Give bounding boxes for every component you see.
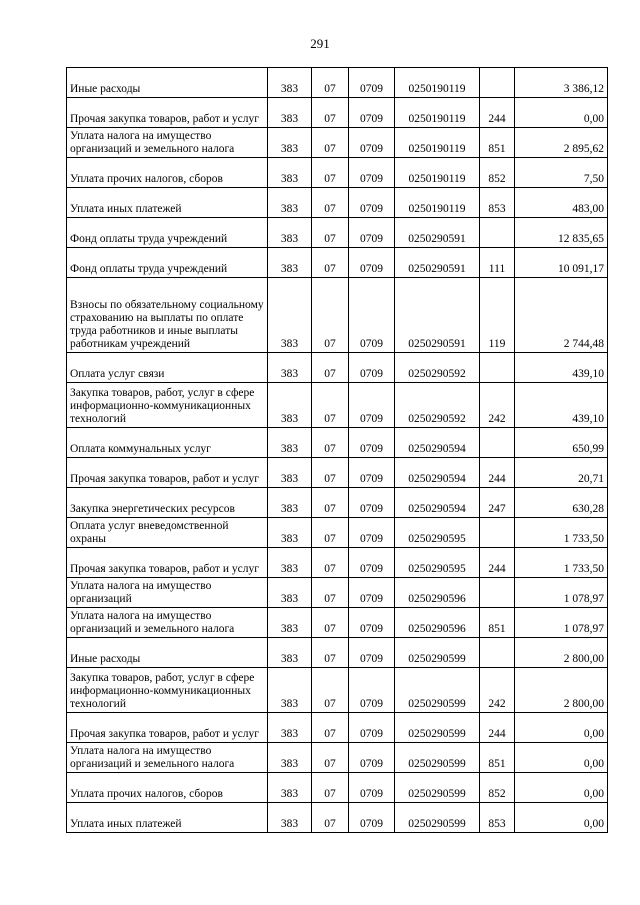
- expense-type-code: [480, 353, 515, 383]
- subsection-code: 0709: [349, 773, 395, 803]
- section-code: 07: [312, 773, 349, 803]
- target-article-code: 0250290599: [395, 803, 480, 833]
- item-name: Уплата налога на имущество организаций и земельного налога: [67, 743, 268, 773]
- table-row: [67, 518, 608, 548]
- item-name: Уплата прочих налогов, сборов: [67, 773, 268, 803]
- page-number: 291: [310, 36, 330, 51]
- item-name: Прочая закупка товаров, работ и услуг: [67, 713, 268, 743]
- expense-type-code: 242: [480, 668, 515, 713]
- table-row: [67, 128, 608, 158]
- target-article-code: 0250290594: [395, 458, 480, 488]
- expense-type-code: 853: [480, 188, 515, 218]
- table-row: [67, 458, 608, 488]
- section-code: 07: [312, 458, 349, 488]
- amount-value: 0,00: [515, 98, 608, 128]
- subsection-code: 0709: [349, 713, 395, 743]
- table-row: [67, 638, 608, 668]
- target-article-code: 0250290594: [395, 428, 480, 458]
- amount-value: 1 078,97: [515, 578, 608, 608]
- amount-value: 0,00: [515, 773, 608, 803]
- item-name: Оплата коммунальных услуг: [67, 428, 268, 458]
- subsection-code: 0709: [349, 218, 395, 248]
- section-code: 07: [312, 638, 349, 668]
- expense-type-code: [480, 518, 515, 548]
- item-name: Прочая закупка товаров, работ и услуг: [67, 548, 268, 578]
- table-row: [67, 98, 608, 128]
- grbs-code: 383: [268, 248, 312, 278]
- target-article-code: 0250290599: [395, 743, 480, 773]
- item-name: Уплата иных платежей: [67, 188, 268, 218]
- section-code: 07: [312, 128, 349, 158]
- grbs-code: 383: [268, 608, 312, 638]
- amount-value: 439,10: [515, 383, 608, 428]
- grbs-code: 383: [268, 773, 312, 803]
- expense-type-code: 244: [480, 458, 515, 488]
- section-code: 07: [312, 383, 349, 428]
- amount-value: 7,50: [515, 158, 608, 188]
- table-row: [67, 158, 608, 188]
- target-article-code: 0250290599: [395, 638, 480, 668]
- subsection-code: 0709: [349, 428, 395, 458]
- subsection-code: 0709: [349, 383, 395, 428]
- expense-type-code: 851: [480, 608, 515, 638]
- amount-value: 439,10: [515, 353, 608, 383]
- amount-value: 0,00: [515, 803, 608, 833]
- table-row: [67, 278, 608, 353]
- item-name: Прочая закупка товаров, работ и услуг: [67, 98, 268, 128]
- expense-type-code: 852: [480, 773, 515, 803]
- grbs-code: 383: [268, 158, 312, 188]
- target-article-code: 0250290591: [395, 248, 480, 278]
- amount-value: 2 744,48: [515, 278, 608, 353]
- amount-value: 1 078,97: [515, 608, 608, 638]
- target-article-code: 0250290596: [395, 578, 480, 608]
- subsection-code: 0709: [349, 578, 395, 608]
- expense-type-code: 851: [480, 128, 515, 158]
- section-code: 07: [312, 353, 349, 383]
- subsection-code: 0709: [349, 608, 395, 638]
- section-code: 07: [312, 188, 349, 218]
- section-code: 07: [312, 428, 349, 458]
- item-name: Закупка товаров, работ, услуг в сфере информационно-коммуникационных технологий: [67, 668, 268, 713]
- subsection-code: 0709: [349, 488, 395, 518]
- expense-type-code: [480, 578, 515, 608]
- section-code: 07: [312, 68, 349, 98]
- grbs-code: 383: [268, 278, 312, 353]
- grbs-code: 383: [268, 488, 312, 518]
- section-code: 07: [312, 98, 349, 128]
- subsection-code: 0709: [349, 743, 395, 773]
- grbs-code: 383: [268, 383, 312, 428]
- section-code: 07: [312, 668, 349, 713]
- subsection-code: 0709: [349, 278, 395, 353]
- subsection-code: 0709: [349, 98, 395, 128]
- budget-table: [66, 67, 608, 833]
- target-article-code: 0250290591: [395, 278, 480, 353]
- grbs-code: 383: [268, 218, 312, 248]
- expense-type-code: 247: [480, 488, 515, 518]
- section-code: 07: [312, 518, 349, 548]
- item-name: Взносы по обязательному социальному страхованию на выплаты по оплате труда работников и иные выплаты работникам учреждений: [67, 278, 268, 353]
- subsection-code: 0709: [349, 458, 395, 488]
- table-row: [67, 353, 608, 383]
- subsection-code: 0709: [349, 803, 395, 833]
- table-row: [67, 773, 608, 803]
- expense-type-code: [480, 68, 515, 98]
- item-name: Уплата налога на имущество организаций и земельного налога: [67, 128, 268, 158]
- item-name: Оплата услуг вневедомственной охраны: [67, 518, 268, 548]
- table-row: [67, 428, 608, 458]
- section-code: 07: [312, 218, 349, 248]
- section-code: 07: [312, 548, 349, 578]
- table-row: [67, 803, 608, 833]
- grbs-code: 383: [268, 353, 312, 383]
- expense-type-code: 244: [480, 98, 515, 128]
- item-name: Фонд оплаты труда учреждений: [67, 248, 268, 278]
- expense-type-code: [480, 638, 515, 668]
- table-row: [67, 578, 608, 608]
- expense-type-code: 119: [480, 278, 515, 353]
- target-article-code: 0250190119: [395, 158, 480, 188]
- item-name: Иные расходы: [67, 68, 268, 98]
- item-name: Иные расходы: [67, 638, 268, 668]
- section-code: 07: [312, 608, 349, 638]
- table-row: [67, 668, 608, 713]
- expense-type-code: [480, 428, 515, 458]
- expense-type-code: 851: [480, 743, 515, 773]
- subsection-code: 0709: [349, 158, 395, 188]
- expense-type-code: 244: [480, 713, 515, 743]
- section-code: 07: [312, 743, 349, 773]
- table-row: [67, 383, 608, 428]
- subsection-code: 0709: [349, 353, 395, 383]
- grbs-code: 383: [268, 428, 312, 458]
- subsection-code: 0709: [349, 128, 395, 158]
- amount-value: 1 733,50: [515, 548, 608, 578]
- target-article-code: 0250290591: [395, 218, 480, 248]
- grbs-code: 383: [268, 668, 312, 713]
- target-article-code: 0250290595: [395, 548, 480, 578]
- target-article-code: 0250290599: [395, 713, 480, 743]
- grbs-code: 383: [268, 458, 312, 488]
- item-name: Уплата прочих налогов, сборов: [67, 158, 268, 188]
- section-code: 07: [312, 158, 349, 188]
- grbs-code: 383: [268, 578, 312, 608]
- table-row: [67, 488, 608, 518]
- grbs-code: 383: [268, 98, 312, 128]
- target-article-code: 0250290594: [395, 488, 480, 518]
- amount-value: 2 800,00: [515, 638, 608, 668]
- target-article-code: 0250190119: [395, 68, 480, 98]
- item-name: Уплата налога на имущество организаций: [67, 578, 268, 608]
- target-article-code: 0250290596: [395, 608, 480, 638]
- subsection-code: 0709: [349, 248, 395, 278]
- grbs-code: 383: [268, 803, 312, 833]
- amount-value: 2 800,00: [515, 668, 608, 713]
- item-name: Уплата иных платежей: [67, 803, 268, 833]
- grbs-code: 383: [268, 743, 312, 773]
- grbs-code: 383: [268, 518, 312, 548]
- target-article-code: 0250190119: [395, 98, 480, 128]
- grbs-code: 383: [268, 638, 312, 668]
- subsection-code: 0709: [349, 68, 395, 98]
- grbs-code: 383: [268, 713, 312, 743]
- amount-value: 630,28: [515, 488, 608, 518]
- amount-value: 650,99: [515, 428, 608, 458]
- amount-value: 1 733,50: [515, 518, 608, 548]
- target-article-code: 0250290599: [395, 668, 480, 713]
- subsection-code: 0709: [349, 188, 395, 218]
- amount-value: 0,00: [515, 743, 608, 773]
- target-article-code: 0250190119: [395, 188, 480, 218]
- target-article-code: 0250290599: [395, 773, 480, 803]
- expense-type-code: 853: [480, 803, 515, 833]
- expense-type-code: 852: [480, 158, 515, 188]
- table-row: [67, 548, 608, 578]
- item-name: Фонд оплаты труда учреждений: [67, 218, 268, 248]
- grbs-code: 383: [268, 548, 312, 578]
- item-name: Закупка товаров, работ, услуг в сфере информационно-коммуникационных технологий: [67, 383, 268, 428]
- item-name: Оплата услуг связи: [67, 353, 268, 383]
- amount-value: 12 835,65: [515, 218, 608, 248]
- table-row: [67, 188, 608, 218]
- subsection-code: 0709: [349, 638, 395, 668]
- table-row: [67, 743, 608, 773]
- amount-value: 10 091,17: [515, 248, 608, 278]
- grbs-code: 383: [268, 68, 312, 98]
- target-article-code: 0250290592: [395, 353, 480, 383]
- table-row: [67, 713, 608, 743]
- section-code: 07: [312, 248, 349, 278]
- amount-value: 0,00: [515, 713, 608, 743]
- target-article-code: 0250290595: [395, 518, 480, 548]
- table-row: [67, 248, 608, 278]
- table-row: [67, 608, 608, 638]
- section-code: 07: [312, 803, 349, 833]
- target-article-code: 0250290592: [395, 383, 480, 428]
- item-name: Прочая закупка товаров, работ и услуг: [67, 458, 268, 488]
- expense-type-code: 244: [480, 548, 515, 578]
- target-article-code: 0250190119: [395, 128, 480, 158]
- section-code: 07: [312, 488, 349, 518]
- grbs-code: 383: [268, 128, 312, 158]
- section-code: 07: [312, 578, 349, 608]
- table-row: [67, 218, 608, 248]
- amount-value: 20,71: [515, 458, 608, 488]
- section-code: 07: [312, 713, 349, 743]
- subsection-code: 0709: [349, 668, 395, 713]
- expense-type-code: 242: [480, 383, 515, 428]
- budget-table-body: [67, 68, 608, 833]
- grbs-code: 383: [268, 188, 312, 218]
- amount-value: 483,00: [515, 188, 608, 218]
- table-row: [67, 68, 608, 98]
- section-code: 07: [312, 278, 349, 353]
- expense-type-code: [480, 218, 515, 248]
- item-name: Уплата налога на имущество организаций и земельного налога: [67, 608, 268, 638]
- amount-value: 2 895,62: [515, 128, 608, 158]
- subsection-code: 0709: [349, 518, 395, 548]
- subsection-code: 0709: [349, 548, 395, 578]
- expense-type-code: 111: [480, 248, 515, 278]
- amount-value: 3 386,12: [515, 68, 608, 98]
- item-name: Закупка энергетических ресурсов: [67, 488, 268, 518]
